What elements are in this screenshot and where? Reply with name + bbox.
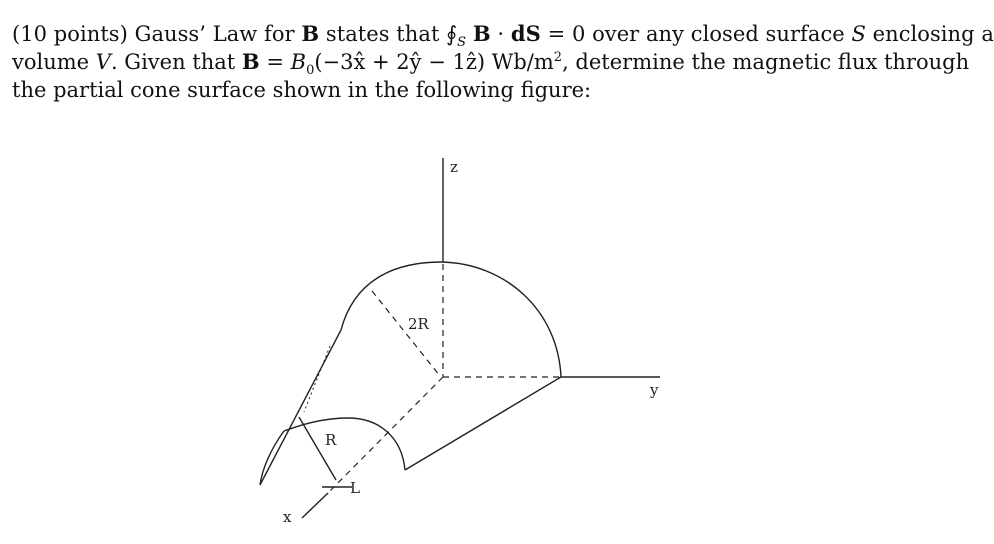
unit-exponent: 2 [553, 50, 563, 65]
s-symbol: S [851, 22, 866, 46]
intro-text: Gauss’ Law for [134, 22, 295, 46]
field-expression: (−3x̂ + 2ŷ − 1ẑ) Wb/m [314, 50, 554, 74]
cone-edge-bottom [405, 377, 561, 470]
cone-edge-top [260, 330, 341, 485]
problem-line-3: the partial cone surface shown in the following figure: [12, 78, 592, 102]
closed-integral-symbol: ∮ [446, 22, 458, 46]
z-label: z [450, 158, 458, 176]
dot-operator: · [497, 22, 505, 46]
v-symbol: V [95, 50, 111, 74]
equals-sign: = [266, 50, 284, 74]
volume-text: volume [12, 50, 90, 74]
points-label: (10 points) [12, 22, 128, 46]
large-radius-line [372, 291, 440, 376]
states-that-text: states that [325, 22, 440, 46]
integral-subscript: S [457, 35, 467, 51]
determine-text: , determine the magnetic flux through [562, 50, 970, 74]
small-base-arc [284, 418, 405, 470]
b0-subscript: 0 [306, 63, 315, 79]
given-that-text: . Given that [110, 50, 236, 74]
x-label: x [283, 508, 292, 526]
ds-symbol: dS [510, 21, 541, 46]
large-base-arc [341, 262, 561, 377]
b0-symbol: B [290, 50, 307, 74]
x-axis [302, 493, 328, 518]
cone-hidden-edge [304, 346, 330, 412]
b-symbol: B [301, 21, 320, 46]
two-r-label: 2R [408, 315, 429, 333]
b-symbol-given: B [241, 49, 260, 74]
y-label: y [650, 381, 659, 399]
l-label: L [350, 479, 360, 497]
r-label: R [325, 431, 337, 449]
enclosing-text: enclosing a [872, 22, 994, 46]
b-symbol-integrand: B [472, 21, 491, 46]
equals-zero-text: = 0 over any closed surface [547, 22, 845, 46]
x-axis-hidden [328, 377, 443, 493]
